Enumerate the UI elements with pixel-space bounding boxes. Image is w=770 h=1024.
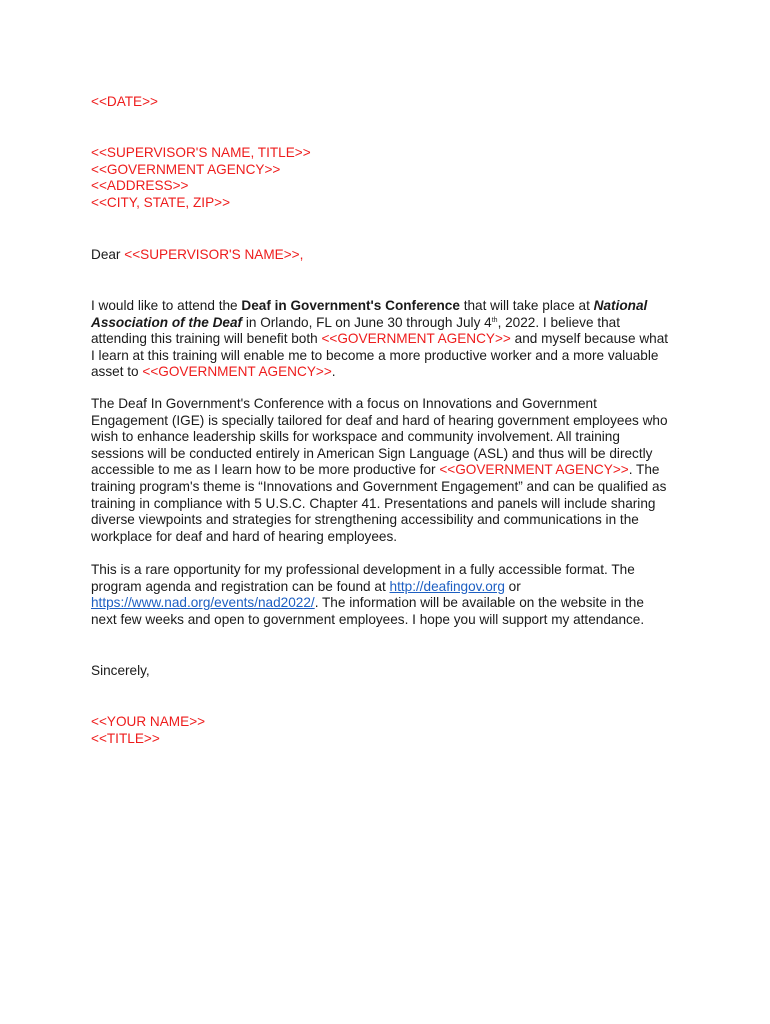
recipient-name-title: <<SUPERVISOR'S NAME, TITLE>> [91, 145, 311, 160]
p3-text: next few weeks and open to government employees. I hope you will support my attendance. [91, 611, 645, 627]
closing-text: Sincerely, [91, 663, 150, 678]
closing [91, 663, 691, 680]
salutation [91, 247, 691, 264]
p2-text: . The [628, 462, 660, 478]
p1-text: in Orlando, FL on June 30 through July 4 [242, 314, 492, 330]
ordinal-suffix: th [491, 316, 498, 324]
date-placeholder [91, 94, 691, 111]
p3-text: . The information will be available on the website in the [314, 595, 644, 611]
p1-text: I learn at this training will enable me to become a more productive worker and a more valuable [91, 347, 659, 363]
deafingov-link[interactable]: http://deafingov.org [389, 578, 505, 594]
host-organization: National [593, 298, 648, 313]
p2-text: workplace for deaf and hard of hearing employees. [91, 528, 398, 544]
nad-events-link[interactable]: https://www.nad.org/events/nad2022/ [91, 595, 315, 611]
p3-text: program agenda and registration can be found at [91, 578, 390, 594]
recipient-city-state-zip: <<CITY, STATE, ZIP>> [91, 194, 231, 210]
p1-text: that will take place at [459, 298, 594, 313]
p3-text: or [504, 578, 521, 594]
conference-name: Deaf in Government's Conference [241, 298, 460, 313]
signature-block [91, 714, 691, 747]
date-text: <<DATE>> [91, 94, 158, 109]
p2-text: The Deaf In Government's Conference with a focus on Innovations and Government [91, 396, 597, 411]
agency-placeholder: <<GOVERNMENT AGENCY>> [439, 462, 629, 478]
p2-text: training in compliance with 5 U.S.C. Chapter 41. Presentations and panels will include sharing [91, 495, 656, 511]
recipient-address: <<ADDRESS>> [91, 178, 189, 194]
paragraph-3 [91, 562, 691, 628]
p2-text: sessions will be conducted entirely in American Sign Language (ASL) and thus will be directly [91, 445, 653, 461]
p2-text: training program's theme is “Innovations and Government Engagement” and can be qualified as [91, 478, 667, 494]
p1-text: I would like to attend the [91, 298, 242, 313]
signature-name: <<YOUR NAME>> [91, 714, 206, 729]
p3-text: This is a rare opportunity for my professional development in a fully accessible format. The [91, 562, 635, 577]
host-organization: Association of the Deaf [91, 314, 243, 330]
p1-text: . [331, 364, 336, 380]
p2-text: diverse viewpoints and strategies for strengthening accessibility and communications in the [91, 512, 639, 528]
salutation-name: <<SUPERVISOR'S NAME>>, [124, 247, 304, 262]
paragraph-1 [91, 298, 691, 381]
recipient-address-block [91, 145, 691, 211]
p2-text: wish to enhance leadership skills for workspace and community involvement. All training [91, 429, 620, 445]
p1-text: attending this training will benefit both [91, 331, 322, 347]
paragraph-2 [91, 396, 691, 545]
p2-text: Engagement (IGE) is specially tailored for deaf and hard of hearing government employees who [91, 412, 668, 428]
p1-text: and myself because what [510, 331, 669, 347]
p1-text: , 2022. I believe that [497, 314, 620, 330]
signature-title: <<TITLE>> [91, 730, 160, 746]
recipient-agency: <<GOVERNMENT AGENCY>> [91, 161, 281, 177]
salutation-prefix: Dear [91, 247, 125, 262]
agency-placeholder: <<GOVERNMENT AGENCY>> [321, 331, 511, 347]
p1-text: asset to [91, 364, 143, 380]
p2-text: accessible to me as I learn how to be more productive for [91, 462, 440, 478]
agency-placeholder: <<GOVERNMENT AGENCY>> [142, 364, 332, 380]
